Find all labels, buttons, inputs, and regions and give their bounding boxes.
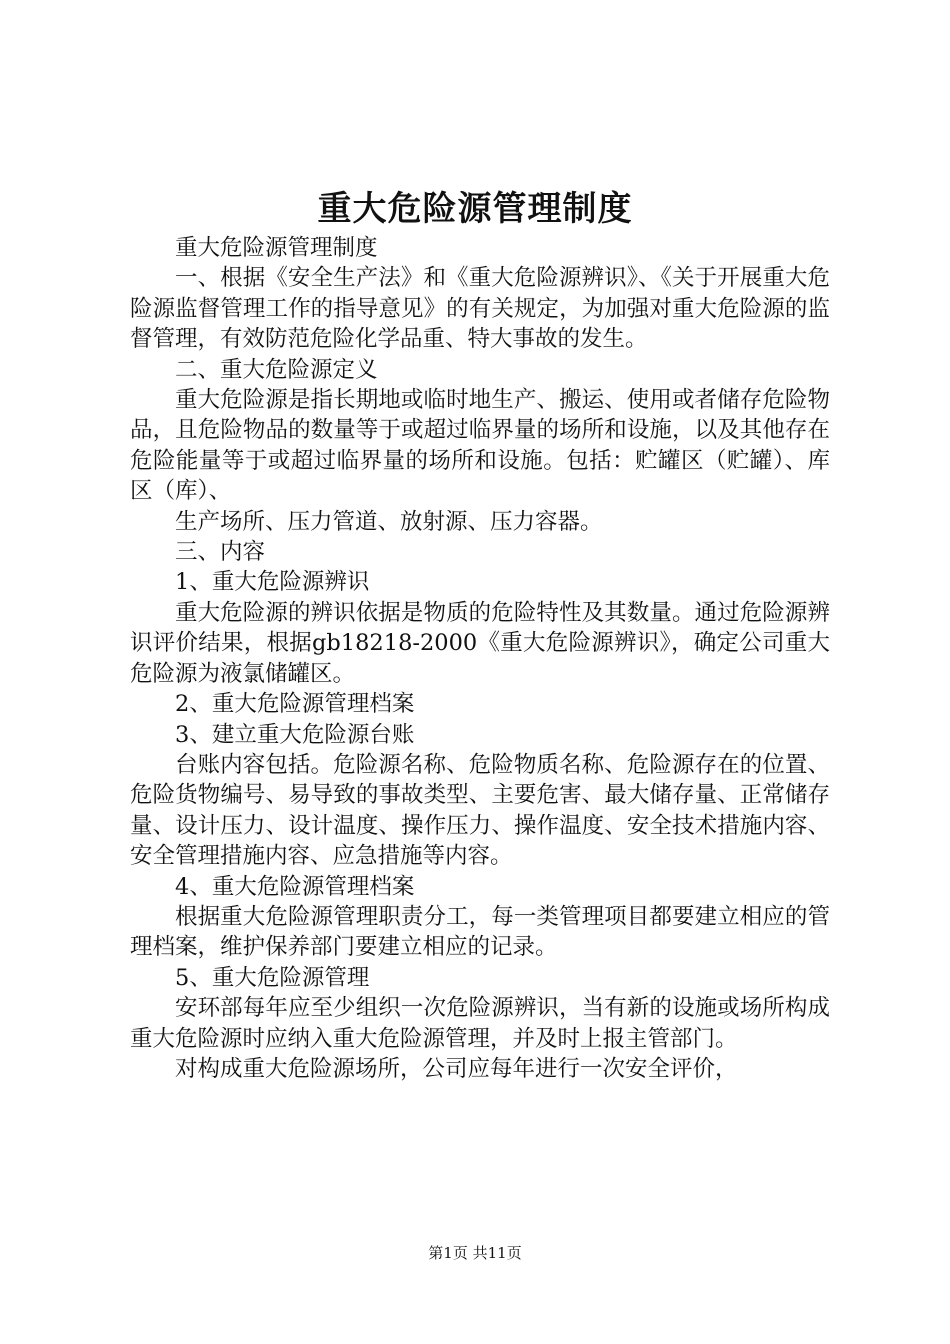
paragraph: 1、重大危险源辨识 — [175, 569, 370, 596]
paragraph: 重大危险源管理制度 — [175, 235, 378, 261]
paragraph: 根据重大危险源管理职责分工，每一类管理项目都要建立相应的管理档案，维护保养部门要建立相应的记录。 — [130, 903, 830, 961]
paragraph: 三、内容 — [175, 539, 266, 566]
document-body — [130, 233, 830, 1084]
paragraph: 安环部每年应至少组织一次危险源辨识，当有新的设施或场所构成重大危险源时应纳入重大危险源管理，并及时上报主管部门。 — [130, 995, 830, 1052]
paragraph: 一、根据《安全生产法》和《重大危险源辨识》、《关于开展重大危险源监督管理工作的指导意见》的有关规定，为加强对重大危险源的监督管理，有效防范危险化学品重、特大事故的发生。 — [130, 265, 830, 353]
paragraph: 台账内容包括。危险源名称、危险物质名称、危险源存在的位置、危险货物编号、易导致的事故类型、主要危害、最大储存量、正常储存量、设计压力、设计温度、操作压力、操作温度、安全技术措施内容、安全管理措施内容、应急措施等内容。 — [130, 751, 830, 870]
page-title: 重大危险源管理制度 — [317, 189, 633, 229]
paragraph: 生产场所、压力管道、放射源、压力容器。 — [175, 508, 603, 535]
paragraph: 3、建立重大危险源台账 — [175, 721, 415, 748]
paragraph: 二、重大危险源定义 — [175, 356, 378, 383]
paragraph: 重大危险源是指长期地或临时地生产、搬运、使用或者储存危险物品，且危险物品的数量等于或超过临界量的场所和设施，以及其他存在危险能量等于或超过临界量的场所和设施。包括：贮罐区（贮罐）、库区（库）、 — [130, 387, 830, 505]
paragraph: 4、重大危险源管理档案 — [175, 873, 415, 900]
paragraph: 重大危险源的辨识依据是物质的危险特性及其数量。通过危险源辨识评价结果，根据gb18218-2000《重大危险源辨识》，确定公司重大危险源为液氯储罐区。 — [130, 599, 830, 687]
paragraph: 2、重大危险源管理档案 — [175, 691, 415, 718]
paragraph: 对构成重大危险源场所，公司应每年进行一次安全评价， — [175, 1055, 738, 1082]
page-footer: 第1页 共11页 — [428, 1244, 522, 1262]
paragraph: 5、重大危险源管理 — [175, 964, 370, 991]
